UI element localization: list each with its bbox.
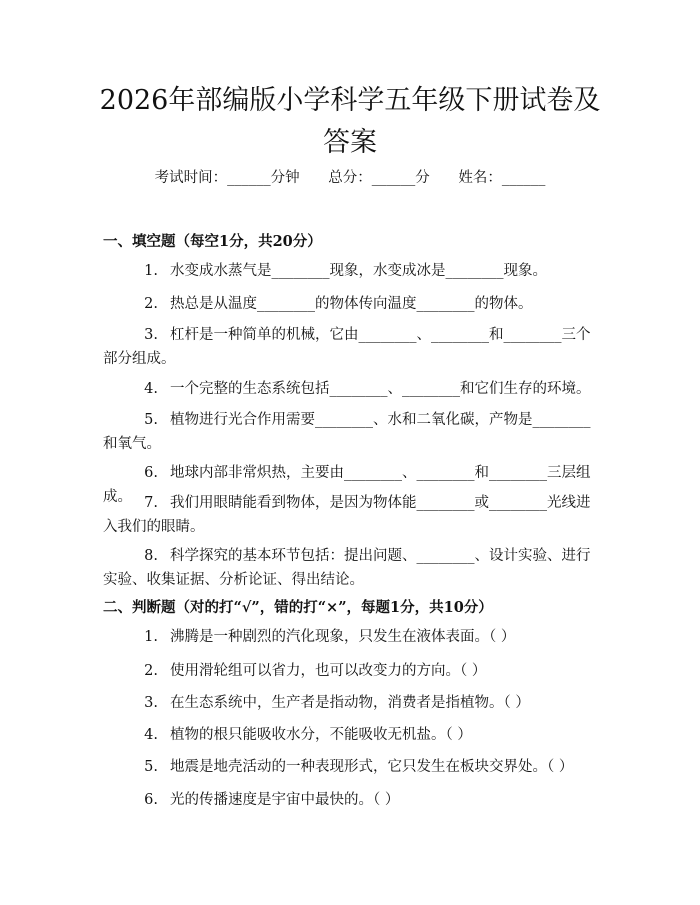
question-text: 我们用眼睛能看到物体，是因为物体能________或________光线进入我们的眼睛。: [103, 495, 591, 535]
question-item: [103, 691, 603, 715]
question-number: 5.: [144, 412, 158, 428]
question-item: [103, 323, 603, 371]
question-text: 科学探究的基本环节包括：提出问题、________、设计实验、进行实验、收集证据、分析论证、得出结论。: [103, 548, 591, 588]
question-item: [103, 723, 603, 747]
question-text: 使用滑轮组可以省力，也可以改变力的方向。（ ）: [170, 663, 487, 679]
total-score-field: 总分：______分: [328, 170, 430, 186]
question-number: 3.: [144, 695, 158, 711]
page-title: 2026年部编版小学科学五年级下册试卷及答案: [99, 85, 601, 158]
question-text: 水变成水蒸气是________现象，水变成冰是________现象。: [170, 263, 547, 279]
question-text: 沸腾是一种剧烈的汽化现象，只发生在液体表面。（ ）: [170, 629, 516, 645]
section-heading-fill-in: 一、填空题（每空1分，共20分）: [103, 233, 322, 250]
question-text: 光的传播速度是宇宙中最快的。（ ）: [170, 792, 400, 808]
question-text: 热总是从温度________的物体传向温度________的物体。: [170, 296, 533, 312]
exam-time-field: 考试时间：______分钟: [154, 170, 300, 186]
question-text: 杠杆是一种简单的机械，它由________、________和________三个部分组成。: [103, 327, 591, 367]
question-item: [103, 659, 603, 683]
question-item: [103, 292, 603, 316]
question-item: [103, 788, 603, 812]
question-number: 3.: [144, 327, 158, 343]
question-number: 4.: [144, 727, 158, 743]
question-text: 地球内部非常炽热，主要由________、________和________三层组成。: [103, 465, 591, 505]
student-name-field: 姓名：______: [458, 170, 546, 186]
question-number: 6.: [144, 465, 158, 481]
question-number: 4.: [144, 381, 158, 397]
question-text: 地震是地壳活动的一种表现形式，它只发生在板块交界处。（ ）: [170, 759, 574, 775]
question-number: 6.: [144, 792, 158, 808]
question-number: 8.: [144, 548, 158, 564]
question-number: 2.: [144, 663, 158, 679]
question-item: [103, 544, 603, 592]
question-item: [103, 259, 603, 283]
question-number: 2.: [144, 296, 158, 312]
question-number: 7.: [144, 495, 158, 511]
section-heading-true-false: 二、判断题（对的打“√”，错的打“×”，每题1分，共10分）: [103, 599, 493, 616]
question-text: 在生态系统中，生产者是指动物，消费者是指植物。（ ）: [170, 695, 530, 711]
question-item: [103, 755, 603, 779]
question-number: 5.: [144, 759, 158, 775]
question-item: [103, 377, 603, 401]
question-text: 植物的根只能吸收水分，不能吸收无机盐。（ ）: [170, 727, 472, 743]
question-number: 1.: [144, 629, 158, 645]
exam-meta-line: [0, 168, 700, 188]
question-item: [103, 408, 603, 456]
question-item: [103, 625, 603, 649]
question-item: [103, 491, 603, 539]
question-text: 一个完整的生态系统包括________、________和它们生存的环境。: [170, 381, 591, 397]
question-number: 1.: [144, 263, 158, 279]
question-text: 植物进行光合作用需要________、水和二氧化碳，产物是________和氧气。: [103, 412, 591, 452]
